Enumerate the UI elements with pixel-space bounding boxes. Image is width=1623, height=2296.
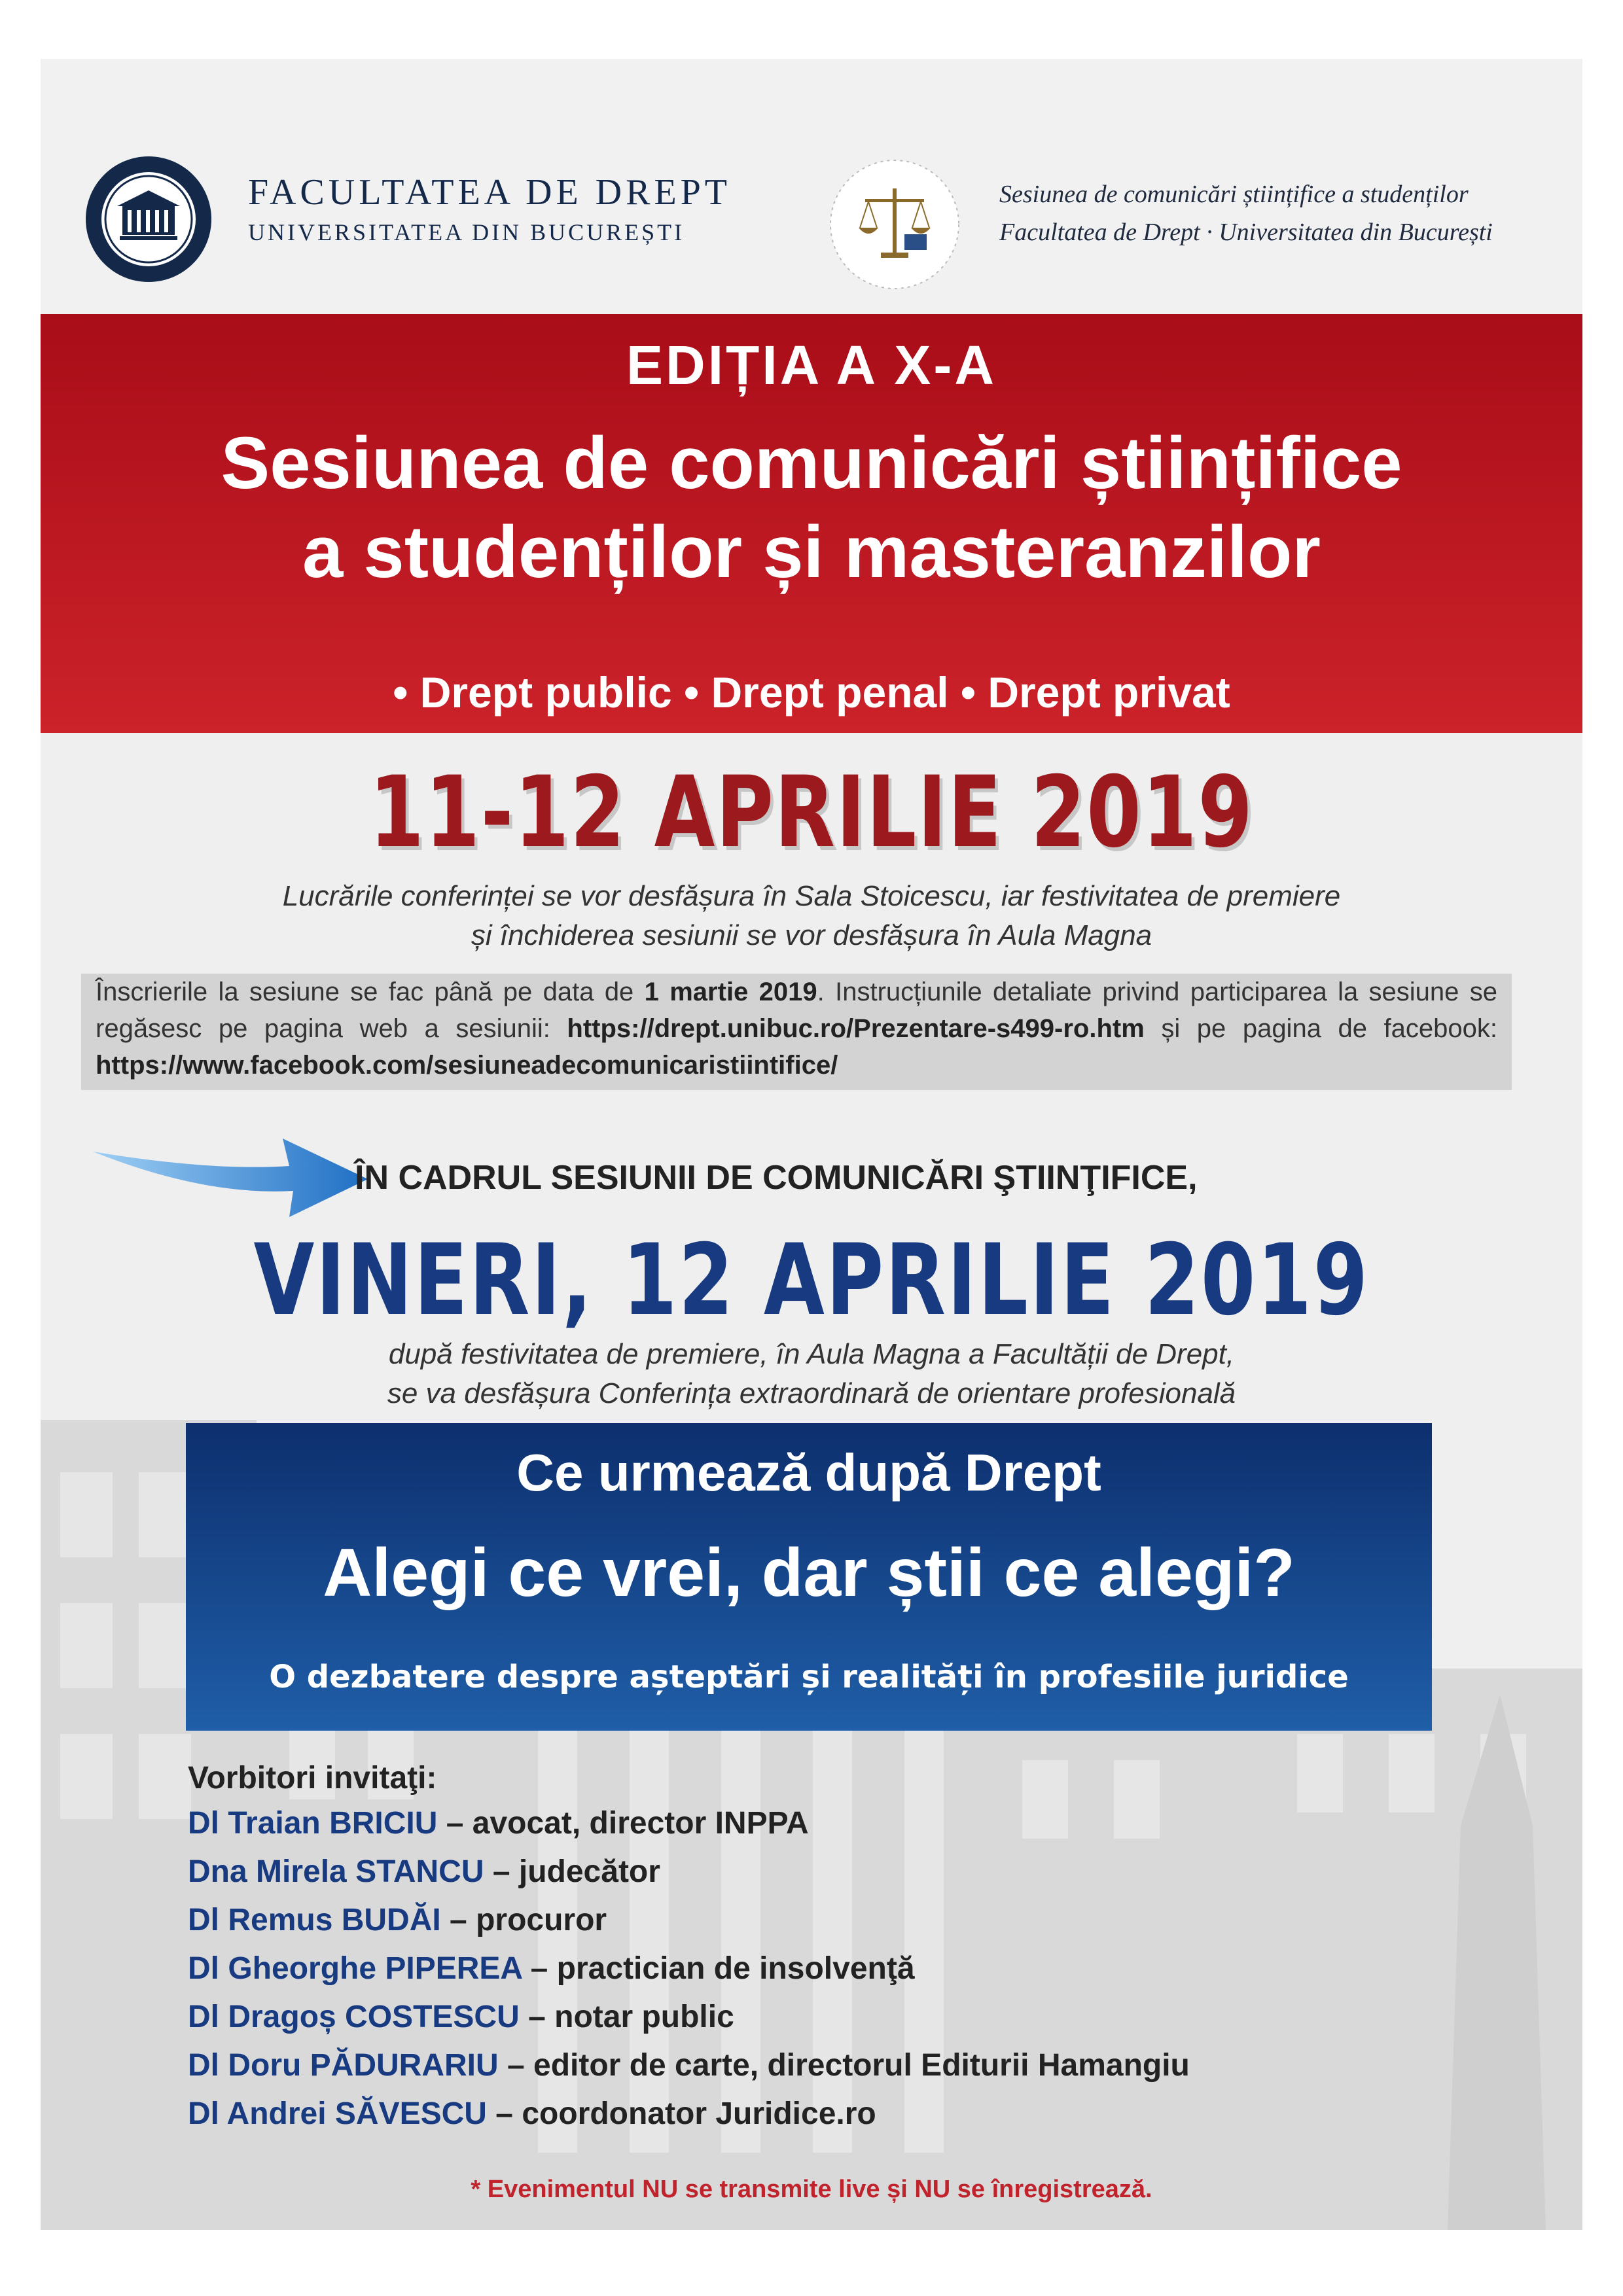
special-event-line-1: după festivitatea de premiere, în Aula Magna a Facultății de Drept, [388,1338,1235,1370]
speaker-name: Dl Traian BRICIU [188,1806,438,1841]
venue-info [41,877,1582,955]
edition-banner [41,314,1582,733]
speaker-role: – practician de insolvenţă [522,1951,915,1986]
speaker-name: Dna Mirela STANCU [188,1854,484,1889]
facebook-link[interactable]: https://www.facebook.com/sesiuneadecomunicaristiintifice/ [96,1051,838,1080]
speaker-name: Dl Dragoș COSTESCU [188,2000,520,2034]
session-line-2: Facultatea de Drept · Universitatea din București [999,219,1493,246]
venue-line-2: și închiderea sesiunii se vor desfășura în Aula Magna [471,919,1152,951]
debate-title: Ce urmează după Drept [516,1443,1101,1502]
speaker-role: – judecător [484,1854,660,1889]
speaker-name: Dl Remus BUDĂI [188,1903,441,1937]
speaker-item [188,2090,1190,2138]
debate-box [186,1423,1432,1731]
speakers-list [188,1799,1190,2138]
header [41,59,1582,314]
debate-subtitle: O dezbatere despre așteptări și realități în profesiile juridice [269,1659,1349,1695]
registration-box [81,974,1512,1090]
speaker-item [188,1896,1190,1945]
special-event-date: VINERI, 12 APRILIE 2019 [253,1224,1370,1337]
special-event-line-2: se va desfășura Conferința extraordinară de orientare profesională [387,1377,1236,1409]
debate-question: Alegi ce vrei, dar știi ce alegi? [323,1535,1295,1611]
speaker-name: Dl Doru PĂDURARIU [188,2048,499,2083]
venue-line-1: Lucrările conferinței se vor desfășura în Sala Stoicescu, iar festivitatea de premiere [282,880,1341,912]
footnote: * Evenimentul NU se transmite live și NU se înregistrează. [471,2176,1152,2203]
speaker-role: – editor de carte, directorul Editurii Hamangiu [498,2048,1190,2083]
registration-text-3: și pe pagina de facebook: [1144,1014,1498,1043]
registration-deadline: 1 martie 2019 [644,978,817,1006]
special-event-info [41,1335,1582,1413]
session-web-link[interactable]: https://drept.unibuc.ro/Prezentare-s499-ro.htm [567,1014,1145,1043]
law-branches: • Drept public • Drept penal • Drept privat [393,668,1230,716]
registration-text-1: Înscrierile la sesiune se fac până pe data de [96,978,645,1006]
faculty-title: FACULTATEA DE DREPT [248,172,732,213]
speaker-role: – procuror [440,1903,607,1937]
main-title [41,419,1582,597]
speaker-role: – coordonator Juridice.ro [486,2096,876,2131]
speaker-item [188,1993,1190,2041]
right-arrow-icon [93,1125,368,1224]
poster [41,59,1582,2230]
university-seal-icon [83,154,214,285]
registration-text-2: . Instrucțiunile detaliate privind participarea la sesiune se regăsesc pe pagina web a sesiunii: [96,978,1498,1043]
speakers-label: Vorbitori invitaţi: [188,1761,437,1795]
speaker-role: – avocat, director INPPA [437,1806,809,1841]
scales-of-justice-icon [826,156,963,293]
edition-label: EDIȚIA A X-A [626,334,997,396]
main-title-line-2: a studenților și masteranzilor [302,511,1321,593]
main-title-line-1: Sesiunea de comunicări științifice [221,422,1402,504]
session-context: ÎN CADRUL SESIUNII DE COMUNICĂRI ŞTIINŢIFICE, [355,1159,1198,1197]
speaker-item [188,1945,1190,1993]
speaker-role: – notar public [519,2000,734,2034]
speaker-name: Dl Andrei SĂVESCU [188,2096,487,2131]
speaker-item [188,1799,1190,1848]
session-line-1: Sesiunea de comunicări științifice a studenților [999,181,1469,208]
faculty-subtitle: UNIVERSITATEA DIN BUCUREȘTI [248,219,685,245]
conference-date: 11-12 APRILIE 2019 [369,756,1254,870]
speaker-name: Dl Gheorghe PIPEREA [188,1951,522,1986]
speaker-item [188,1848,1190,1896]
speaker-item [188,2041,1190,2090]
